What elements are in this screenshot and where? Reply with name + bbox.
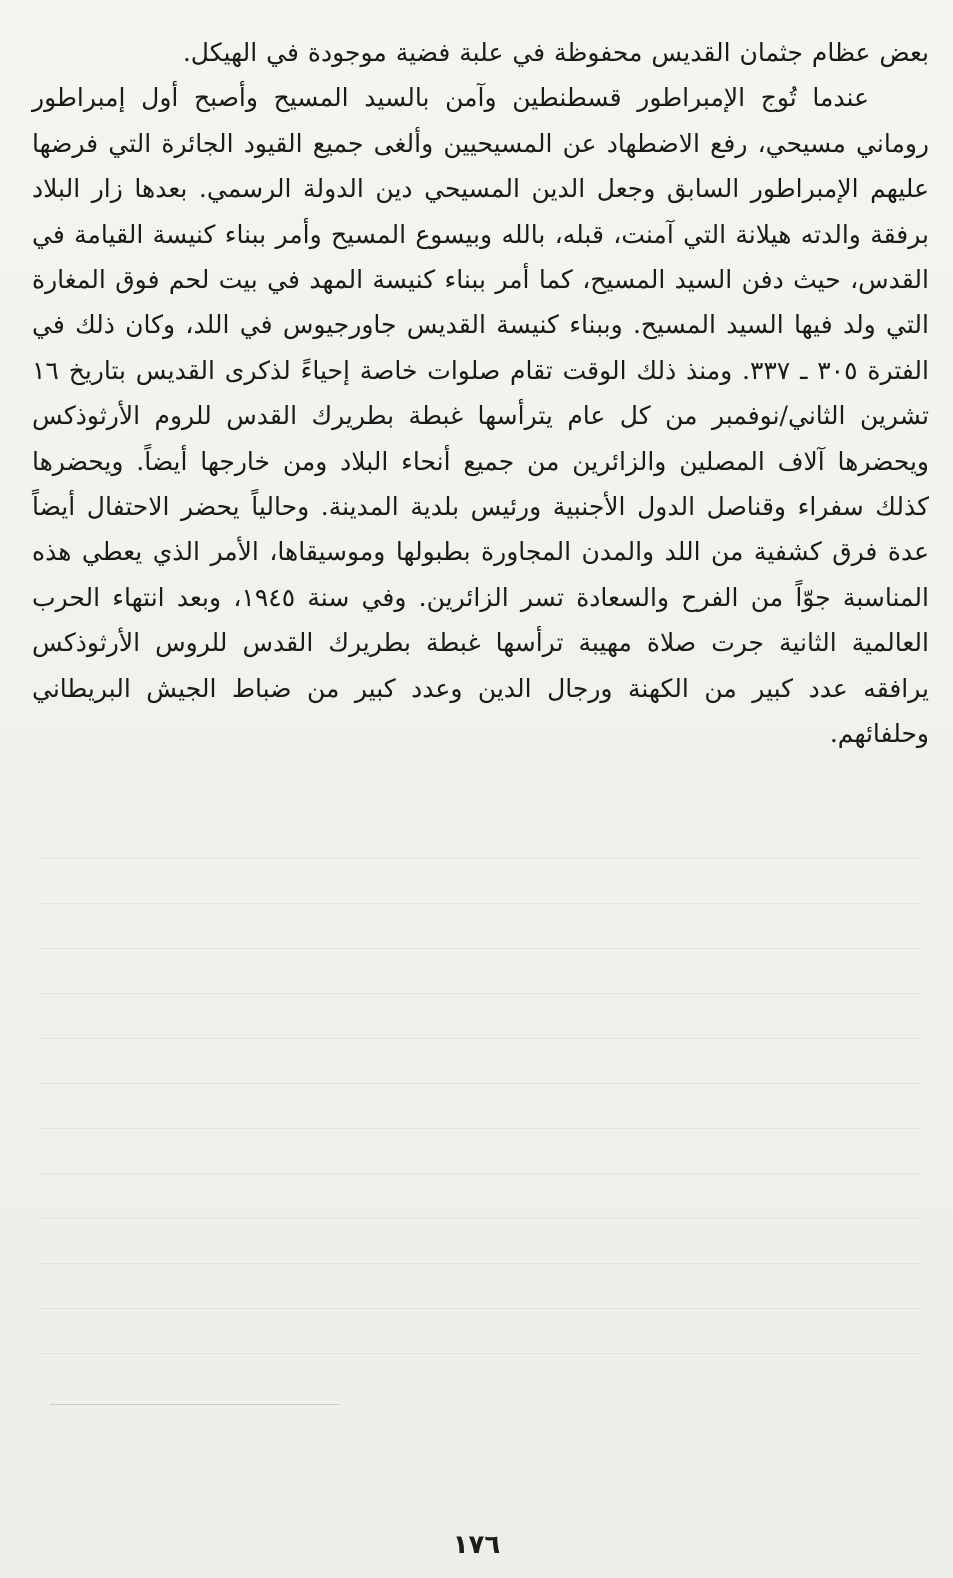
footnote-divider	[50, 1404, 340, 1405]
show-through-line	[40, 858, 921, 859]
show-through-line	[40, 1308, 921, 1309]
paragraph-2: عندما تُوج الإمبراطور قسطنطين وآمن بالسيد المسيح وأصبح أول إمبراطور روماني مسيحي، رفع الاضطهاد عن المسيحيين وألغى جميع القيود الجائرة التي فرضها عليهم الإمبراطور السابق وجعل الدين المسيحي دين الدولة الرسمي. بعدها زار البلاد برفقة والدته هيلانة التي آمنت، قبله، بالله وبيسوع المسيح وأمر ببناء كنيسة القيامة في القدس، حيث دفن السيد المسيح، كما أمر ببناء كنيسة المهد في بيت لحم فوق المغارة التي ولد فيها السيد المسيح. وببناء كنيسة القديس جاورجيوس في اللد، وكان ذلك في الفترة ٣٠٥ ـ ٣٣٧. ومنذ ذلك الوقت تقام صلوات خاصة إحياءً لذكرى القديس بتاريخ ١٦ تشرين الثاني/نوفمبر من كل عام يترأسها غبطة بطريرك القدس للروم الأرثوذكس ويحضرها آلاف المصلين والزائرين من جميع أنحاء البلاد ومن خارجها أيضاً. ويحضرها كذلك سفراء وقناصل الدول الأجنبية ورئيس بلدية المدينة. وحالياً يحضر الاحتفال أيضاً عدة فرق كشفية من اللد والمدن المجاورة بطبولها وموسيقاها، الأمر الذي يعطي هذه المناسبة جوّاً من الفرح والسعادة تسر الزائرين. وفي سنة ١٩٤٥، وبعد انتهاء الحرب العالمية الثانية جرت صلاة مهيبة ترأسها غبطة بطريرك القدس للروس الأرثوذكس يرافقه عدد كبير من الكهنة ورجال الدين وعدد كبير من ضباط الجيش البريطاني وحلفائهم.	[32, 83, 930, 749]
show-through-line	[40, 1083, 921, 1084]
paragraph-1: بعض عظام جثمان القديس محفوظة في علبة فضية موجودة في الهيكل.	[182, 38, 929, 67]
show-through-line	[40, 1128, 921, 1129]
show-through-line	[40, 993, 921, 994]
show-through-line	[40, 903, 921, 904]
show-through-line	[40, 948, 921, 949]
show-through-line	[40, 1038, 921, 1039]
body-text	[32, 30, 929, 757]
show-through-line	[40, 1173, 921, 1174]
show-through-line	[40, 1263, 921, 1264]
show-through-line	[40, 1218, 921, 1219]
show-through-line	[40, 1353, 921, 1354]
page-number: ١٧٦	[452, 1530, 501, 1560]
